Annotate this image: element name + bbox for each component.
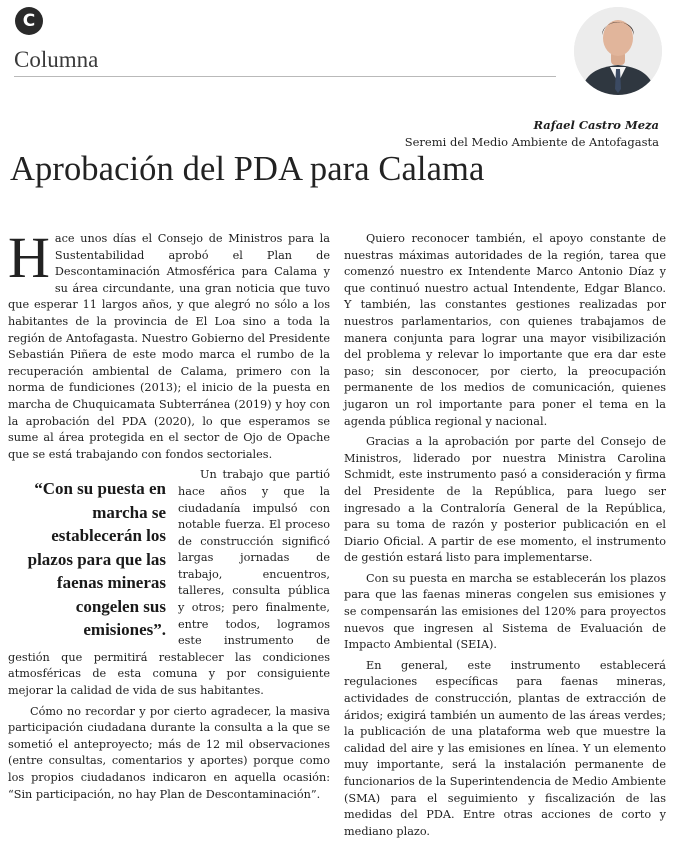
article-paragraph: Quiero reconocer también, el apoyo constante de nuestras máximas autoridades de la región, tarea que comenzó nuestro ex Intendente Marco Antonio Díaz y que continuó nuestro actual Intendente, Edgar Blanco. Y también, las constantes gestiones realizadas por nuestros parlamentarios, con quienes trabajamos de manera conjunta para lograr una mayor visibilización del problema y relevar lo importante que era dar este paso; sin desconocer, por cierto, la preocupación permanente de los medios de comunicación, quienes jugaron un rol importante para poner el tema en la agenda pública regional y nacional. bbox=[344, 232, 666, 428]
article-paragraph: En general, este instrumento establecerá regulaciones específicas para faenas mineras, actividades de construcción, plantas de extracción de áridos; exigirá también un aumento de las áreas verdes; la publicación de una plataforma web que muestre la calidad del aire y las emisiones en línea. Y un elemento muy importante, será la instalación permanente de funcionarios de la Superintendencia de Medio Ambiente (SMA) para el seguimiento y fiscalización de las medidas del PDA. Entre otras acciones de corto y mediano plazo. bbox=[344, 658, 666, 838]
author-portrait-icon bbox=[574, 7, 662, 95]
article-column-right bbox=[344, 231, 666, 844]
article-paragraph: Hace unos días el Consejo de Ministros para la Sustentabilidad aprobó el Plan de Descontaminación Atmosférica para Calama y su área circundante, una gran noticia que tuvo que esperar 11 largos años, y que alegró no sólo a los habitantes de la provincia de El Loa sino a toda la región de Antofagasta. Nuestro Gobierno del Presidente Sebastián Piñera de este modo marca el rumbo de la recuperación ambiental de Calama, primero con la norma de fundiciones (2013); el inicio de la puesta en marcha de Chuquicamata Subterránea (2019) y hoy con la aprobación del PDA (2020), lo que esperamos se sume al área protegida en el sector de Ojo de Opache que se está trabajando con fondos sectoriales. bbox=[8, 225, 330, 461]
article-paragraph: Gracias a la aprobación por parte del Consejo de Ministros, liderado por nuestra Ministra Carolina Schmidt, este instrumento pasó a consideración y firma del Presidente de la República, para luego ser ingresado a la Contraloría General de la República, para su toma de razón y posterior publicación en el Diario Oficial. A partir de ese momento, el instrumento de gestión estará listo para implementarse. bbox=[344, 435, 666, 565]
author-byline bbox=[405, 117, 659, 151]
header-divider bbox=[14, 76, 556, 77]
article-paragraph: Cómo no recordar y por cierto agradecer, la masiva participación ciudadana durante la consulta a la que se sometió el anteproyecto; más de 12 mil observaciones (entre consultas, comentarios y aportes) porque como los propios ciudadanos indicaron en aquella ocasión: “Sin participación, no hay Plan de Descontaminación”. bbox=[8, 704, 330, 801]
author-name: Rafael Castro Meza bbox=[533, 118, 659, 132]
article-paragraph: Con su puesta en marcha se establecerán los plazos para que las faenas mineras congelen sus emisiones y se compensarán las emisiones del 120% para proyectos nuevos que ingresen al Sistema de Evaluación de Impacto Ambiental (SEIA). bbox=[344, 571, 666, 652]
article-headline: Aprobación del PDA para Calama bbox=[10, 150, 485, 188]
author-role: Seremi del Medio Ambiente de Antofagasta bbox=[404, 135, 659, 149]
section-label: Columna bbox=[14, 47, 99, 72]
drop-cap: H bbox=[8, 225, 50, 290]
article-paragraph: Un trabajo que partió hace años y que la ciudadanía impulsó con notable fuerza. El proceso de construcción significó largas jornadas de trabajo, encuentros, talleres, consulta pública y otros; pero finalmente, entre todos, logramos este instrumento de gestión que permitirá restablecer las condiciones atmosféricas de esta comuna y por consiguiente mejorar la calidad de vida de sus habitantes. bbox=[8, 468, 330, 698]
pull-quote: “Con su puesta en marcha se establecerán los plazos para que las faenas mineras congelen sus emisiones”. bbox=[27, 479, 166, 640]
section-badge: C bbox=[15, 7, 43, 35]
article-column-left bbox=[8, 225, 330, 807]
author-photo bbox=[574, 7, 662, 95]
